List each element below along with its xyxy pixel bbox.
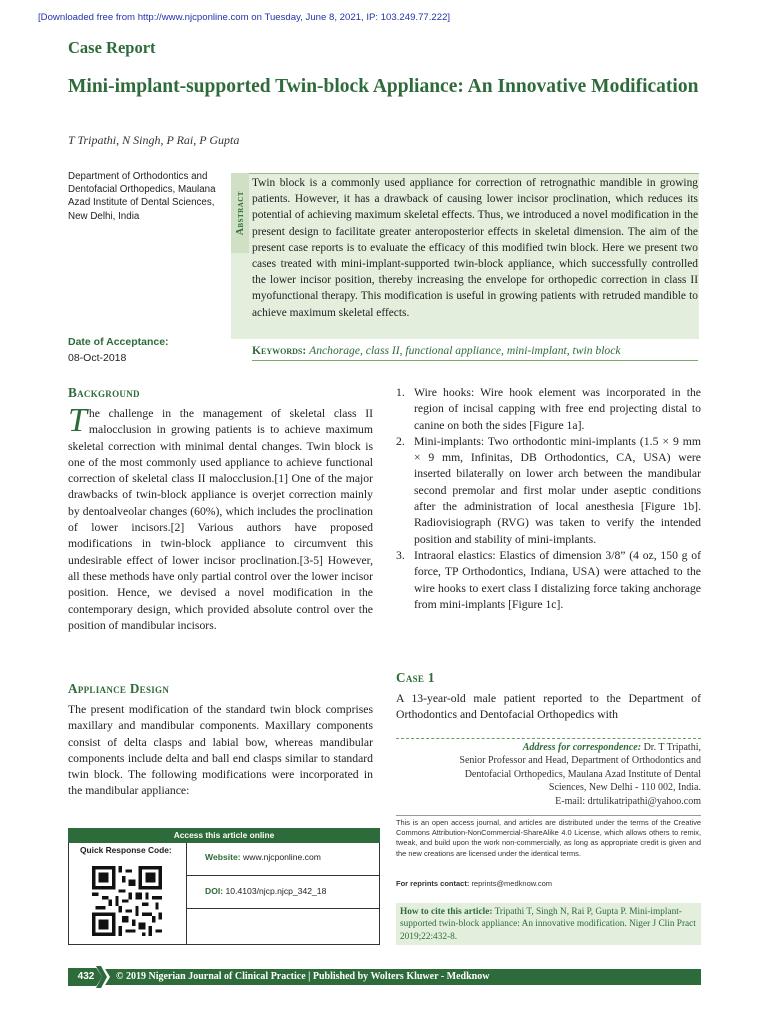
keywords-value: Anchorage, class II, functional appliance, mini-implant, twin block [309, 344, 621, 357]
correspondence-name: Dr. T Tripathi, [643, 742, 701, 753]
case1-heading: Case 1 [396, 670, 435, 685]
list-item: 2. Mini-implants: Two orthodontic mini-implants (1.5 × 9 mm × 9 mm, Infinitas, DB Orthodontics, CA, USA) were inserted bilaterally on lower arch between the mandibular second premolar and first molar under aseptic conditions after the administration of local anesthesia [Figure 1b]. Radiovisiograph (RVG) was taken to verify the intended position and stability of mini-implants. [396, 434, 701, 546]
doi: DOI: 10.4103/njcp.njcp_342_18 [205, 886, 327, 896]
correspondence-email[interactable]: E-mail: drtulikatripathi@yahoo.com [555, 795, 701, 807]
website: Website: www.njcponline.com [205, 852, 321, 862]
abstract-tab: Abstract [231, 173, 249, 253]
appliance-design-text: The present modification of the standard twin block comprises maxillary and mandibular components. Maxillary components consist of delta clasps and labial bow, whereas mandibular components include delta and ball end clasps similar to standard twin block. The following modifications were incorporated in the mandibular appliance: [68, 703, 373, 798]
divider [186, 908, 380, 909]
acceptance-date: 08-Oct-2018 [68, 352, 127, 364]
keywords [252, 344, 698, 361]
acceptance-label: Date of Acceptance: [68, 336, 169, 348]
appliance-design-heading: Appliance Design [68, 681, 170, 696]
background-heading: Background [68, 385, 140, 400]
reprints: For reprints contact: reprints@medknow.com [396, 879, 552, 888]
qr-label: Quick Response Code: [80, 845, 172, 855]
keywords-label: Keywords: [252, 344, 307, 357]
background-paragraph: he challenge in the management of skeletal class II malocclusion in growing patients is to achieve maximum skeletal correction with minimal dental changes. Twin block is one of the most commonly used appliance to achieve functional correction of skeletal class II malocclusion.[1] One of the major drawbacks of twin-block appliance is overjet correction mainly by dentoalveolar changes (60%), which includes the proclination of lower incisors.[2] Various authors have proposed modifications in twin-block appliance to circumvent this undesirable effect of lower incisor proclination.[3-5] However, all these methods have only partial control over the lower incisor position. Hence, we devised a novel modification in the contemporary design, which provided absolute control over the position of mandibular incisors. [68, 407, 373, 632]
case1-text: A 13-year-old male patient reported to the Department of Orthodontics and Dentofacial Orthopedics with [396, 692, 701, 722]
download-note: [Downloaded free from http://www.njcponline.com on Tuesday, June 8, 2021, IP: 103.249.77.222] [38, 12, 451, 23]
list-item: 3. Intraoral elastics: Elastics of dimension 3/8” (4 oz, 150 g of force, TP Orthodontics, Indiana, USA) were attached to the wire hooks to exert class I distalizing force taking anchorage from mini-implants [Figure 1c]. [396, 548, 701, 611]
dropcap: T [68, 402, 87, 439]
cite-text: Tripathi T, Singh N, Rai P, Gupta P. Mini-implant-supported twin-block appliance: An innovative modification. Niger J Clin Pract 2019;22:432-8. [400, 907, 696, 942]
access-header: Access this article online [68, 828, 380, 843]
correspondence [396, 738, 701, 808]
footer-text: © 2019 Nigerian Journal of Clinical Practice | Published by Wolters Kluwer - Medknow [116, 971, 490, 982]
authors: T Tripathi, N Singh, P Rai, P Gupta [68, 133, 240, 147]
appliance-design-section [68, 681, 373, 800]
background-section [68, 385, 373, 634]
cite-label: How to cite this article: [400, 907, 493, 917]
modifications-list [396, 385, 701, 613]
reprints-email[interactable]: reprints@medknow.com [471, 879, 552, 888]
correspondence-line: Senior Professor and Head, Department of Orthodontics and [459, 755, 701, 767]
correspondence-line: Sciences, New Delhi - 110 002, India. [548, 782, 701, 794]
open-access-note: This is an open access journal, and articles are distributed under the terms of the Creative Commons Attribution-NonCommercial-ShareAlike 4.0 License, which allows others to remix, tweak, and build upon the work non-commercially, as long as appropriate credit is given and the new creations are licensed under the identical terms. [396, 815, 701, 859]
background-text [68, 402, 373, 634]
case1-section [396, 670, 701, 724]
correspondence-label: Address for correspondence: [522, 742, 642, 753]
list-item: 1. Wire hooks: Wire hook element was incorporated in the region of incisal capping with free end projecting distal to canine on both the sides [Figure 1a]. [396, 386, 701, 432]
chevron-right-icon [94, 964, 110, 990]
doi-link[interactable]: 10.4103/njcp.njcp_342_18 [225, 886, 327, 896]
affiliation: Department of Orthodontics and Dentofacial Orthopedics, Maulana Azad Institute of Dental Sciences, New Delhi, India [68, 171, 216, 222]
article-type: Case Report [68, 38, 156, 57]
website-link[interactable]: www.njcponline.com [243, 852, 321, 862]
page-number: 432 [68, 968, 104, 986]
correspondence-line: Dentofacial Orthopedics, Maulana Azad Institute of Dental [464, 768, 701, 780]
how-to-cite [396, 903, 701, 945]
divider [186, 875, 380, 876]
divider [186, 843, 187, 945]
abstract-text: Twin block is a commonly used appliance for correction of retrognathic mandible in growing patients. However, it has a drawback of causing lower incisor proclination, which reduces its potential of achieving maximum skeletal effects. Thus, we introduced a novel modification in the present design to facilitate greater anteroposterior effects in skeletal dimension. The aim of the present case reports is to evaluate the efficacy of this modified twin block. Here we present two cases treated with mini-implant-supported twin-block appliance, which successfully controlled the lower incisor position, thereby increasing the envelope for orthopedic correction in class II myofunctional therapy. This modification is useful in growing patients with retruded mandible to achieve maximum skeletal effects. [252, 177, 698, 319]
qr-code[interactable] [92, 866, 162, 936]
article-title: Mini-implant-supported Twin-block Appliance: An Innovative Modification [68, 76, 699, 97]
